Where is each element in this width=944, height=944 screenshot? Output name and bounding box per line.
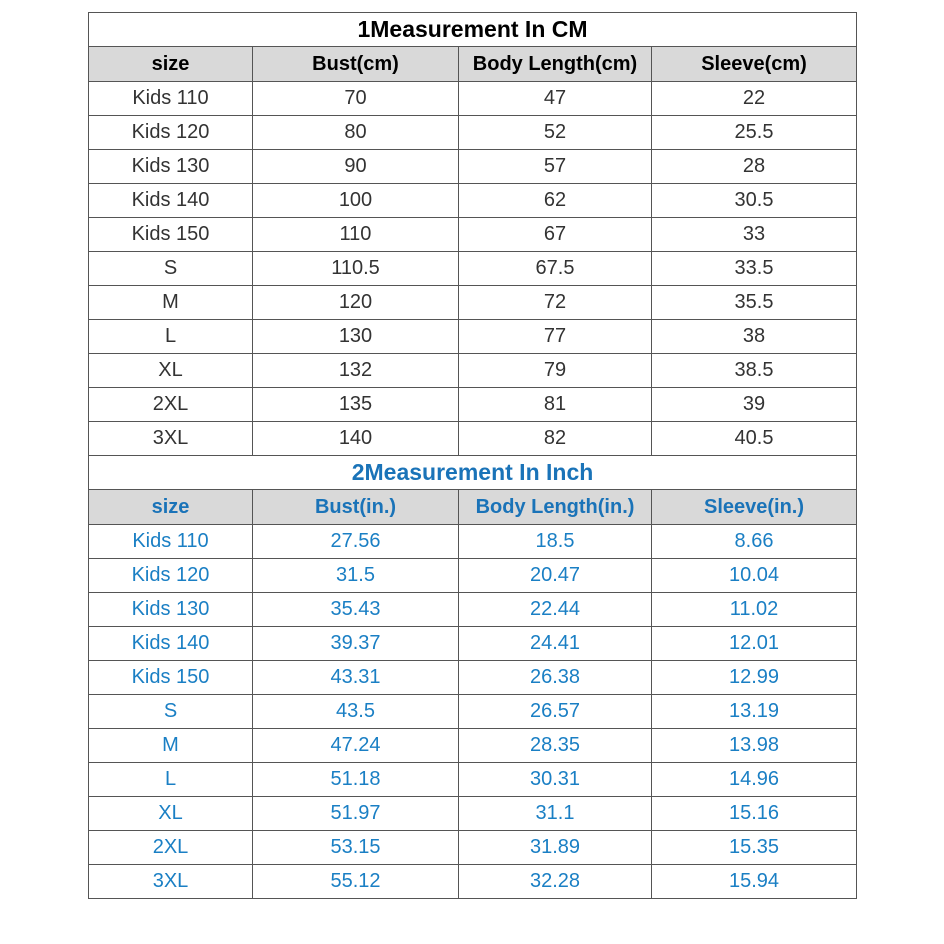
sleeve-cell: 28 bbox=[652, 150, 857, 184]
bust-cell: 130 bbox=[253, 320, 459, 354]
bust-cell: 90 bbox=[253, 150, 459, 184]
body-length-cell: 72 bbox=[459, 286, 652, 320]
inch-measurement-table bbox=[88, 455, 857, 899]
bust-cell: 27.56 bbox=[253, 525, 459, 559]
bust-cell: 51.97 bbox=[253, 797, 459, 831]
sleeve-cell: 8.66 bbox=[652, 525, 857, 559]
table-row bbox=[89, 116, 857, 150]
bust-cell: 51.18 bbox=[253, 763, 459, 797]
size-cell: Kids 150 bbox=[89, 661, 253, 695]
size-cell: S bbox=[89, 695, 253, 729]
sleeve-cell: 15.16 bbox=[652, 797, 857, 831]
bust-cell: 31.5 bbox=[253, 559, 459, 593]
sleeve-cell: 12.99 bbox=[652, 661, 857, 695]
bust-cell: 53.15 bbox=[253, 831, 459, 865]
table-row bbox=[89, 525, 857, 559]
size-cell: Kids 140 bbox=[89, 184, 253, 218]
sleeve-cell: 40.5 bbox=[652, 422, 857, 456]
body-length-cell: 22.44 bbox=[459, 593, 652, 627]
size-chart bbox=[88, 12, 856, 899]
size-cell: Kids 120 bbox=[89, 559, 253, 593]
cm-measurement-table bbox=[88, 12, 857, 456]
cm-table-body bbox=[89, 13, 857, 456]
table-row bbox=[89, 831, 857, 865]
body-length-cell: 26.38 bbox=[459, 661, 652, 695]
table-row bbox=[89, 763, 857, 797]
column-header-size: size bbox=[89, 47, 253, 82]
bust-cell: 140 bbox=[253, 422, 459, 456]
table-row bbox=[89, 695, 857, 729]
bust-cell: 135 bbox=[253, 388, 459, 422]
bust-cell: 100 bbox=[253, 184, 459, 218]
bust-cell: 39.37 bbox=[253, 627, 459, 661]
column-header-size: size bbox=[89, 490, 253, 525]
bust-cell: 35.43 bbox=[253, 593, 459, 627]
inch-table-title: 2Measurement In Inch bbox=[89, 456, 857, 490]
table-row bbox=[89, 797, 857, 831]
sleeve-cell: 33.5 bbox=[652, 252, 857, 286]
size-cell: M bbox=[89, 729, 253, 763]
sleeve-cell: 25.5 bbox=[652, 116, 857, 150]
column-header-sleeve: Sleeve(in.) bbox=[652, 490, 857, 525]
size-cell: L bbox=[89, 320, 253, 354]
size-cell: XL bbox=[89, 354, 253, 388]
size-cell: Kids 130 bbox=[89, 150, 253, 184]
sleeve-cell: 39 bbox=[652, 388, 857, 422]
body-length-cell: 81 bbox=[459, 388, 652, 422]
size-cell: Kids 130 bbox=[89, 593, 253, 627]
sleeve-cell: 13.19 bbox=[652, 695, 857, 729]
table-row bbox=[89, 422, 857, 456]
table-row bbox=[89, 82, 857, 116]
size-cell: M bbox=[89, 286, 253, 320]
size-cell: Kids 120 bbox=[89, 116, 253, 150]
size-cell: 3XL bbox=[89, 422, 253, 456]
size-cell: L bbox=[89, 763, 253, 797]
sleeve-cell: 15.94 bbox=[652, 865, 857, 899]
sleeve-cell: 12.01 bbox=[652, 627, 857, 661]
body-length-cell: 77 bbox=[459, 320, 652, 354]
body-length-cell: 52 bbox=[459, 116, 652, 150]
size-cell: Kids 110 bbox=[89, 525, 253, 559]
size-cell: Kids 140 bbox=[89, 627, 253, 661]
sleeve-cell: 13.98 bbox=[652, 729, 857, 763]
sleeve-cell: 33 bbox=[652, 218, 857, 252]
body-length-cell: 26.57 bbox=[459, 695, 652, 729]
inch-table-header-row bbox=[89, 490, 857, 525]
column-header-body-length: Body Length(in.) bbox=[459, 490, 652, 525]
body-length-cell: 57 bbox=[459, 150, 652, 184]
size-cell: 3XL bbox=[89, 865, 253, 899]
sleeve-cell: 11.02 bbox=[652, 593, 857, 627]
bust-cell: 70 bbox=[253, 82, 459, 116]
body-length-cell: 67 bbox=[459, 218, 652, 252]
body-length-cell: 32.28 bbox=[459, 865, 652, 899]
body-length-cell: 24.41 bbox=[459, 627, 652, 661]
sleeve-cell: 10.04 bbox=[652, 559, 857, 593]
column-header-bust: Bust(cm) bbox=[253, 47, 459, 82]
bust-cell: 47.24 bbox=[253, 729, 459, 763]
body-length-cell: 62 bbox=[459, 184, 652, 218]
inch-table-body bbox=[89, 456, 857, 899]
table-row bbox=[89, 865, 857, 899]
body-length-cell: 30.31 bbox=[459, 763, 652, 797]
table-row bbox=[89, 354, 857, 388]
body-length-cell: 79 bbox=[459, 354, 652, 388]
sleeve-cell: 22 bbox=[652, 82, 857, 116]
bust-cell: 80 bbox=[253, 116, 459, 150]
bust-cell: 43.5 bbox=[253, 695, 459, 729]
sleeve-cell: 35.5 bbox=[652, 286, 857, 320]
table-row bbox=[89, 729, 857, 763]
body-length-cell: 31.89 bbox=[459, 831, 652, 865]
body-length-cell: 31.1 bbox=[459, 797, 652, 831]
sleeve-cell: 30.5 bbox=[652, 184, 857, 218]
size-cell: XL bbox=[89, 797, 253, 831]
size-cell: S bbox=[89, 252, 253, 286]
bust-cell: 120 bbox=[253, 286, 459, 320]
body-length-cell: 47 bbox=[459, 82, 652, 116]
table-row bbox=[89, 252, 857, 286]
sleeve-cell: 15.35 bbox=[652, 831, 857, 865]
table-row bbox=[89, 559, 857, 593]
table-row bbox=[89, 661, 857, 695]
body-length-cell: 18.5 bbox=[459, 525, 652, 559]
table-row bbox=[89, 150, 857, 184]
cm-table-title-row bbox=[89, 13, 857, 47]
size-cell: Kids 110 bbox=[89, 82, 253, 116]
sleeve-cell: 38 bbox=[652, 320, 857, 354]
sleeve-cell: 38.5 bbox=[652, 354, 857, 388]
cm-table-header-row bbox=[89, 47, 857, 82]
table-row bbox=[89, 593, 857, 627]
column-header-body-length: Body Length(cm) bbox=[459, 47, 652, 82]
body-length-cell: 20.47 bbox=[459, 559, 652, 593]
bust-cell: 110.5 bbox=[253, 252, 459, 286]
size-cell: 2XL bbox=[89, 831, 253, 865]
size-cell: 2XL bbox=[89, 388, 253, 422]
body-length-cell: 82 bbox=[459, 422, 652, 456]
table-row bbox=[89, 218, 857, 252]
table-row bbox=[89, 184, 857, 218]
column-header-sleeve: Sleeve(cm) bbox=[652, 47, 857, 82]
sleeve-cell: 14.96 bbox=[652, 763, 857, 797]
column-header-bust: Bust(in.) bbox=[253, 490, 459, 525]
body-length-cell: 67.5 bbox=[459, 252, 652, 286]
bust-cell: 43.31 bbox=[253, 661, 459, 695]
bust-cell: 55.12 bbox=[253, 865, 459, 899]
size-cell: Kids 150 bbox=[89, 218, 253, 252]
inch-table-title-row bbox=[89, 456, 857, 490]
body-length-cell: 28.35 bbox=[459, 729, 652, 763]
table-row bbox=[89, 627, 857, 661]
bust-cell: 132 bbox=[253, 354, 459, 388]
table-row bbox=[89, 286, 857, 320]
cm-table-title: 1Measurement In CM bbox=[89, 13, 857, 47]
table-row bbox=[89, 320, 857, 354]
table-row bbox=[89, 388, 857, 422]
bust-cell: 110 bbox=[253, 218, 459, 252]
